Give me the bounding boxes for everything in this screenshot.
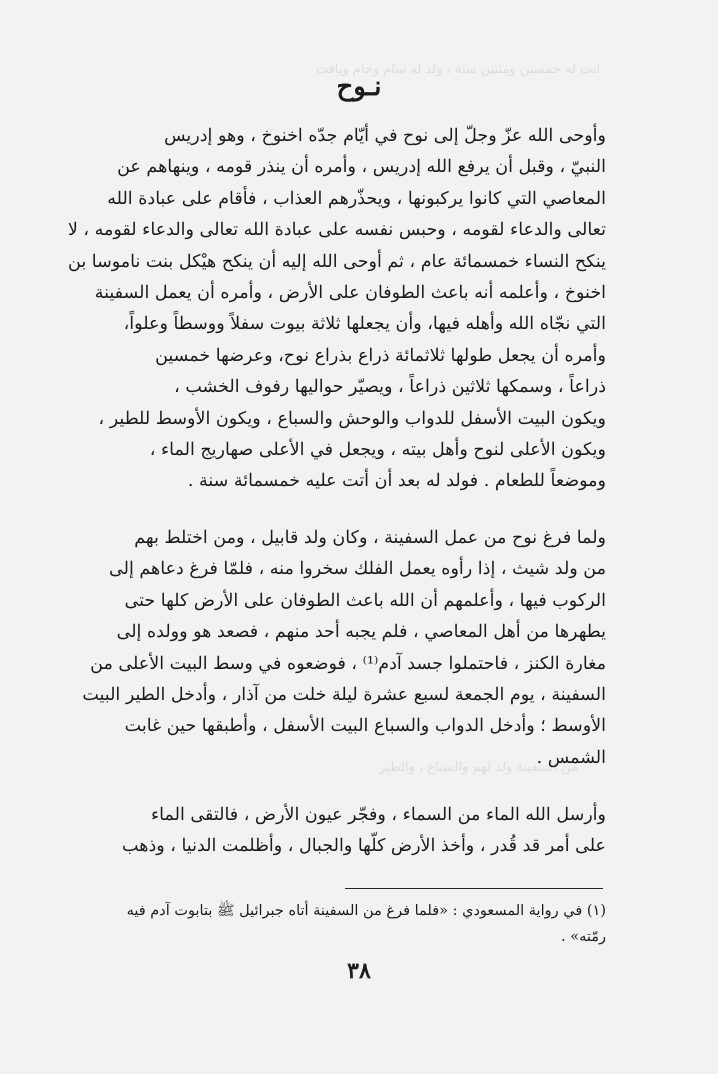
paragraph-line: وأوحى الله عزّ وجلّ إلى نوح في أيّام جدّه اخنوخ ، وهو إدريس [164, 126, 606, 146]
paragraph-line: ينكح النساء خمسمائة عام ، ثم أوحى الله إليه أن ينكح هيْكل بنت ناموسا بن [68, 251, 606, 272]
paragraph-line: الشمس . [536, 747, 606, 768]
paragraph-line: التي نجّاه الله وأهله فيها، وأن يجعلها ثلاثة بيوت سفلاً ووسطاً وعلواً، [123, 314, 606, 335]
paragraph-1 [67, 121, 606, 498]
bleed-through-middle: ﻣﻦ ﺍﻟﺴﻔﻴﻨﺔ ﻭﻟﺪ ﻟﻬﻢ ﻭﺍﻟﺴﺒﺎﻉ ، ﻭﺍﻟﻄﻴﺮ [379, 760, 578, 775]
paragraph-line: وأرسل الله الماء من السماء ، وفجّر عيون الأرض ، فالتقى الماء [150, 805, 606, 825]
paragraph-2 [82, 523, 606, 774]
bleed-through-top: ﺍﻧﺖ ﻟﻪ ﺧﻤﺴﻴﻦ ﻭﻣﺌﺘﻴﻦ ﺳﻨﺔ ، ﻭﻟﺪ ﻟﻪ ﺳﺎﻡ ﻭﺣﺎﻡ ﻭﻳﺎﻓﺚ [315, 62, 600, 77]
paragraph-line: المعاصي التي كانوا يركبونها ، ويحذّرهم العذاب ، فأقام على عبادة الله [107, 188, 606, 209]
paragraph-line: وموضعاً للطعام . فولد له بعد أن أتت عليه خمسمائة سنة . [187, 471, 606, 492]
paragraph-line: من ولد شيث ، إذا رأوه يعمل الفلك سخروا منه ، فلمّا فرغ دعاهم إلى [109, 559, 606, 580]
paragraph-line: الأوسط ؛ وأدخل الدواب والسباع البيت الأسفل ، وأطبقها حين غابت [124, 716, 606, 737]
paragraph-line: تعالى والدعاء لقومه ، وحبس نفسه على عبادة الله تعالى والدعاء لقومه ، لا [67, 220, 606, 241]
paragraph-line: ذراعاً ، وسمكها ثلاثين ذراعاً ، ويصيّر حواليها رفوف الخشب ، [174, 377, 606, 398]
paragraph-line: يطهرها من أهل المعاصي ، فلم يجبه أحد منهم ، فصعد هو وولده إلى [116, 622, 606, 643]
page-number: ٣٨ [347, 958, 371, 984]
footnote-line: رمّته» . [560, 929, 606, 945]
page-title: نـوح [336, 72, 382, 102]
paragraph-3 [120, 800, 606, 863]
paragraph-line: مغارة الكنز ، فاحتملوا جسد آدم⁽¹⁾ ، فوضعوه في وسط البيت الأعلى من [90, 653, 606, 674]
footnote [120, 898, 606, 950]
paragraph-line: الركوب فيها ، وأعلمهم أن الله باعث الطوفان على الأرض كلها حتى [124, 590, 606, 611]
footnote-divider [345, 888, 603, 889]
paragraph-line: النبيّ ، وقبل أن يرفع الله إدريس ، وأمره أن ينذر قومه ، وينهاهم عن [117, 157, 606, 178]
paragraph-line: وأمره أن يجعل طولها ثلاثمائة ذراع بذراع نوح، وعرضها خمسين [155, 345, 606, 366]
paragraph-line: اخنوخ ، وأعلمه أنه باعث الطوفان على الأرض ، وأمره أن يعمل السفينة [94, 283, 606, 304]
paragraph-line: على أمر قد قُدر ، وأخذ الأرض كلّها والجبال ، وأظلمت الدنيا ، وذهب [122, 836, 606, 857]
paragraph-line: السفينة ، يوم الجمعة لسبع عشرة ليلة خلت من آذار ، وأدخل الطير البيت [82, 685, 606, 706]
footnote-line: (١) في رواية المسعودي : «فلما فرغ من السفينة أتاه جبرائيل ﷺ بتابوت آدم فيه [126, 903, 606, 919]
paragraph-line: ويكون البيت الأسفل للدواب والوحش والسباع ، ويكون الأوسط للطير ، [98, 408, 606, 429]
paragraph-line: ولما فرغ نوح من عمل السفينة ، وكان ولد قابيل ، ومن اختلط بهم [134, 528, 606, 548]
paragraph-line: ويكون الأعلى لنوح وأهل بيته ، ويجعل في الأعلى صهاريج الماء ، [149, 440, 606, 461]
